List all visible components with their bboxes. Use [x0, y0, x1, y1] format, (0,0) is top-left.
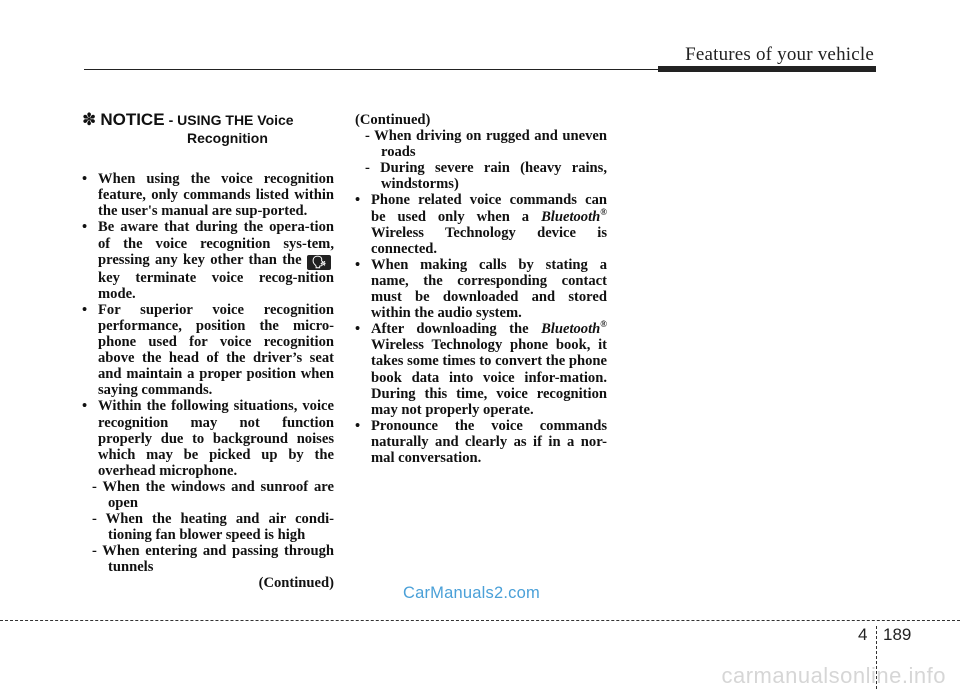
right-column	[355, 112, 607, 466]
bullet-item	[82, 219, 334, 301]
dash-item: - When the windows and sunroof are open	[92, 478, 334, 511]
bullet-item	[355, 257, 607, 321]
talk-glyph: 🗣	[311, 254, 327, 269]
bullet-dot: •	[82, 219, 88, 236]
bullet-dot: •	[355, 192, 361, 209]
bullet-text: Pronounce the voice commands naturally and clearly as if in a nor-mal conversation.	[371, 417, 607, 466]
notice-subtitle-line2: Recognition	[187, 130, 268, 147]
brand-name: Bluetooth	[541, 321, 601, 338]
dash-item: - During severe rain (heavy rains, windstorms)	[365, 160, 607, 193]
chapter-number: 4	[858, 625, 868, 644]
dash-item: - When driving on rugged and uneven roads	[365, 128, 607, 161]
bullet-dot: •	[355, 321, 361, 338]
continued-label: (Continued)	[355, 112, 431, 128]
notice-subtitle: - USING THE Voice	[168, 112, 294, 128]
notice-mark-icon: ✽	[82, 110, 97, 129]
continued-label: (Continued)	[258, 575, 334, 592]
dash-item: - When entering and passing through tunnels	[92, 543, 334, 576]
bullet-dot: •	[82, 301, 88, 318]
bullet-text: After downloading the	[371, 321, 529, 338]
bullet-item	[355, 321, 607, 418]
page-number: 189	[883, 625, 912, 644]
bullet-dot: •	[355, 417, 361, 434]
registered-mark: ®	[600, 206, 607, 217]
bullet-item	[82, 398, 334, 478]
bullet-item	[355, 192, 607, 256]
bullet-dot: •	[82, 171, 88, 188]
footer-divider	[0, 620, 960, 621]
bullet-text: Be aware that during the opera-tion of the voice recognition sys-tem, pressing any key other than the	[98, 219, 334, 268]
bullet-text: When using the voice recognition feature, only commands listed within the user's manual are sup-ported.	[98, 171, 334, 220]
bullet-text: When making calls by stating a name, the corresponding contact must be downloaded and stored within the audio system.	[371, 256, 607, 322]
bullet-text: key terminate voice recog-nition mode.	[98, 269, 334, 302]
bullet-text: Wireless Technology device is connected.	[371, 224, 607, 257]
page-header-title: Features of your vehicle	[685, 44, 874, 65]
header-divider-thin	[84, 69, 660, 70]
dash-item: - When the heating and air condi-tioning fan blower speed is high	[92, 511, 334, 544]
bullet-text: For superior voice recognition performance, position the micro-phone used for voice recognition above the head of the driver’s seat and maintain a proper position when saying commands.	[98, 301, 334, 399]
left-column	[82, 112, 334, 592]
bullet-item	[355, 418, 607, 466]
bullet-text: Phone related voice commands can be used only when a	[371, 192, 607, 225]
bullet-dot: •	[355, 256, 361, 273]
voice-talk-key-icon	[307, 255, 331, 270]
site-watermark: carmanualsonline.info	[721, 663, 946, 688]
brand-name: Bluetooth	[541, 208, 601, 225]
notice-heading	[82, 112, 334, 146]
bullet-dot: •	[82, 398, 88, 415]
registered-mark: ®	[600, 319, 607, 330]
bullet-item	[82, 171, 334, 219]
bullet-text: Within the following situations, voice recognition may not function properly due to background noises which may be picked up by the overhead microphone.	[98, 398, 334, 479]
header-divider-thick	[658, 66, 876, 72]
notice-label: NOTICE	[100, 110, 165, 129]
bullet-item	[82, 302, 334, 399]
bullet-text: Wireless Technology phone book, it takes some times to convert the phone book data into voice infor-mation. During this time, voice recognition may not properly operate.	[371, 337, 607, 418]
carmanuals-watermark: CarManuals2.com	[403, 584, 540, 602]
